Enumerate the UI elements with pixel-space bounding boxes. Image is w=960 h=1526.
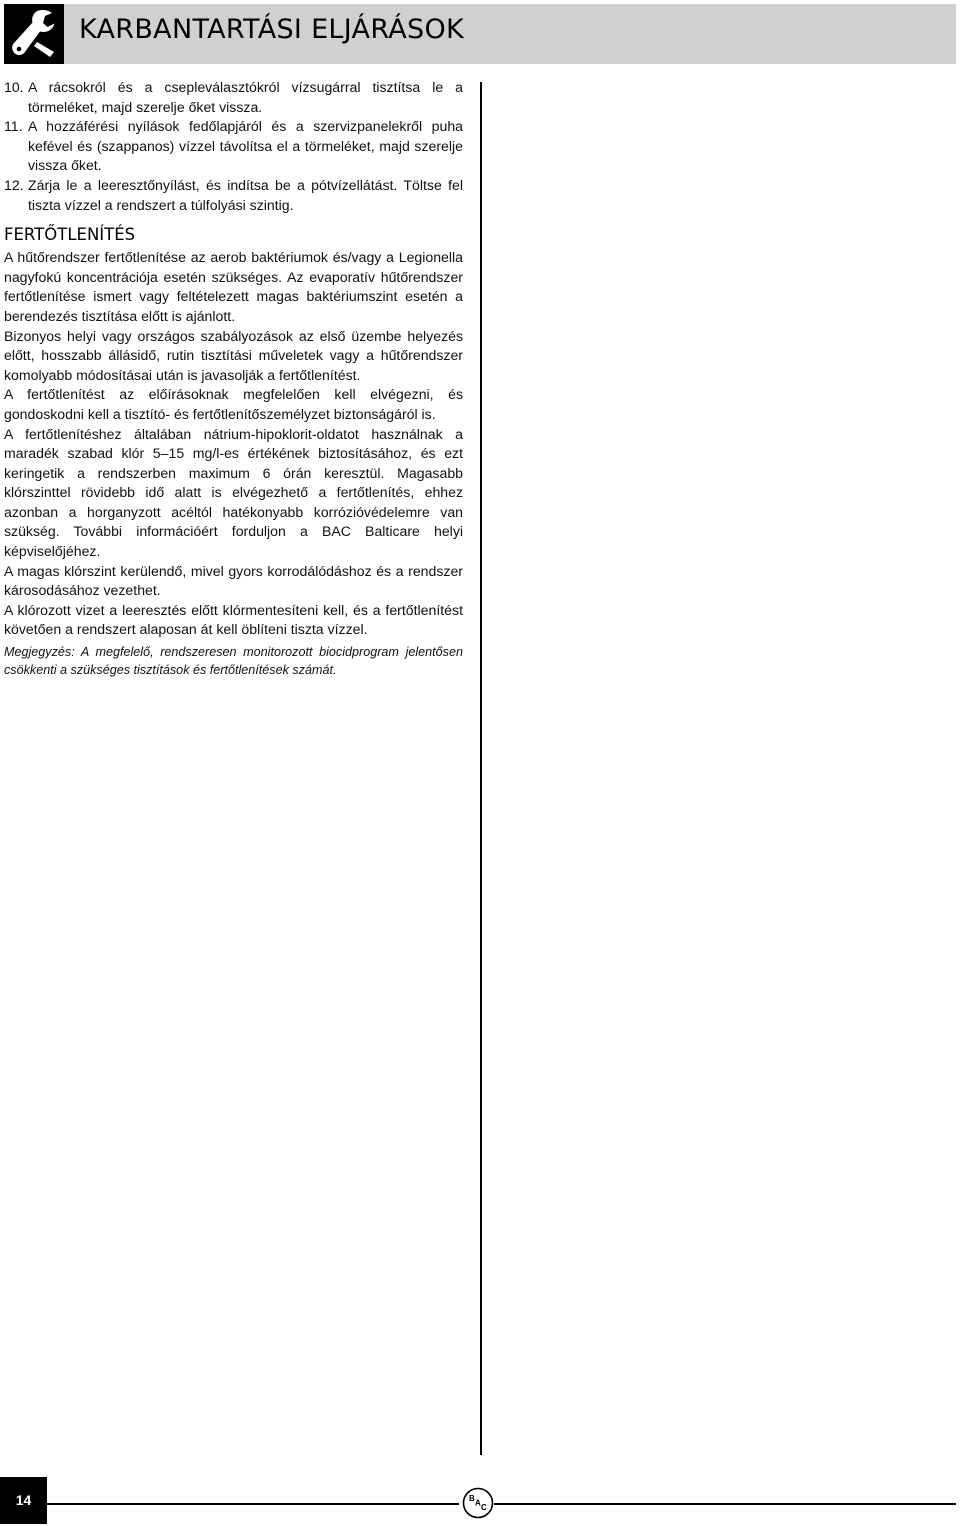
- page-title: KARBANTARTÁSI ELJÁRÁSOK: [79, 14, 465, 45]
- list-item: [4, 176, 463, 215]
- logo-letter-a: A: [475, 1498, 481, 1508]
- page-number: 14: [0, 1477, 47, 1524]
- main-content: [4, 78, 463, 679]
- step-list: [4, 78, 463, 215]
- paragraph: A fertőtlenítéshez általában nátrium-hipoklorit-oldatot használnak a maradék szabad klór 5–15 mg/l-es értékének biztosításához, és ezt keringetik a rendszerben maximum 6 órán keresztül. Magasabb klórszinttel rövidebb idő alatt is elvégezhető a fertőtlenítés, ehhez azonban a horganyzott acéltól hatékonyabb korrózióvédelemre van szükség. További információért forduljon a BAC Balticare helyi képviselőjéhez.: [4, 425, 463, 560]
- step-text: A hozzáférési nyílások fedőlapjáról és a szervizpanelekről puha kefével és (szappanos) vízzel távolítsa el a törmeléket, majd szerelje vissza őket.: [28, 118, 463, 174]
- paragraph: A magas klórszint kerülendő, mivel gyors korrodálódáshoz és a rendszer károsodásához vezethet.: [4, 562, 463, 599]
- paragraph: A fertőtlenítést az előírásoknak megfelelően kell elvégezni, és gondoskodni kell a tisztító- és fertőtlenítőszemélyzet biztonságáról is.: [4, 386, 463, 422]
- paragraph: Bizonyos helyi vagy országos szabályozások az első üzembe helyezés előtt, hosszabb állásidő, rutin tisztítási műveletek vagy a hűtőrendszer komolyabb módosításai után is javasolják a fertőtlenítést.: [4, 327, 463, 383]
- wrench-icon: [4, 4, 64, 64]
- list-item: [4, 78, 463, 117]
- section-heading: FERTŐTLENÍTÉS: [4, 225, 136, 245]
- logo-letter-b: B: [469, 1494, 475, 1503]
- step-text: A rácsokról és a csepleválasztókról vízsugárral tisztítsa le a törmeléket, majd szerelje őket vissza.: [28, 79, 463, 115]
- list-item: [4, 117, 463, 176]
- footer-rule: [494, 1503, 956, 1505]
- step-number: 12.: [4, 176, 24, 193]
- paragraph: A hűtőrendszer fertőtlenítése az aerob baktériumok és/vagy a Legionella nagyfokú koncentrációja esetén szükséges. Az evaporatív hűtőrendszer fertőtlenítése ismert vagy feltételezett magas baktériumszint esetén a berendezés tisztítása előtt is ajánlott.: [4, 249, 463, 324]
- note: Megjegyzés: A megfelelő, rendszeresen monitorozott biocidprogram jelentősen csökkenti a szükséges tisztítások és fertőtlenítések számát.: [4, 645, 463, 677]
- bac-logo: [462, 1487, 494, 1519]
- step-number: 11.: [4, 118, 23, 135]
- logo-letter-c: C: [481, 1503, 487, 1512]
- column-divider: [480, 82, 482, 1455]
- footer-rule: [47, 1503, 459, 1505]
- step-number: 10.: [4, 79, 24, 95]
- paragraph: A klórozott vizet a leeresztés előtt klórmentesíteni kell, és a fertőtlenítést követően a rendszert alaposan át kell öblíteni tiszta vízzel.: [4, 601, 463, 638]
- step-text: Zárja le a leeresztőnyílást, és indítsa be a pótvízellátást. Töltse fel tiszta vízzel a rendszert a túlfolyási szintig.: [28, 176, 463, 213]
